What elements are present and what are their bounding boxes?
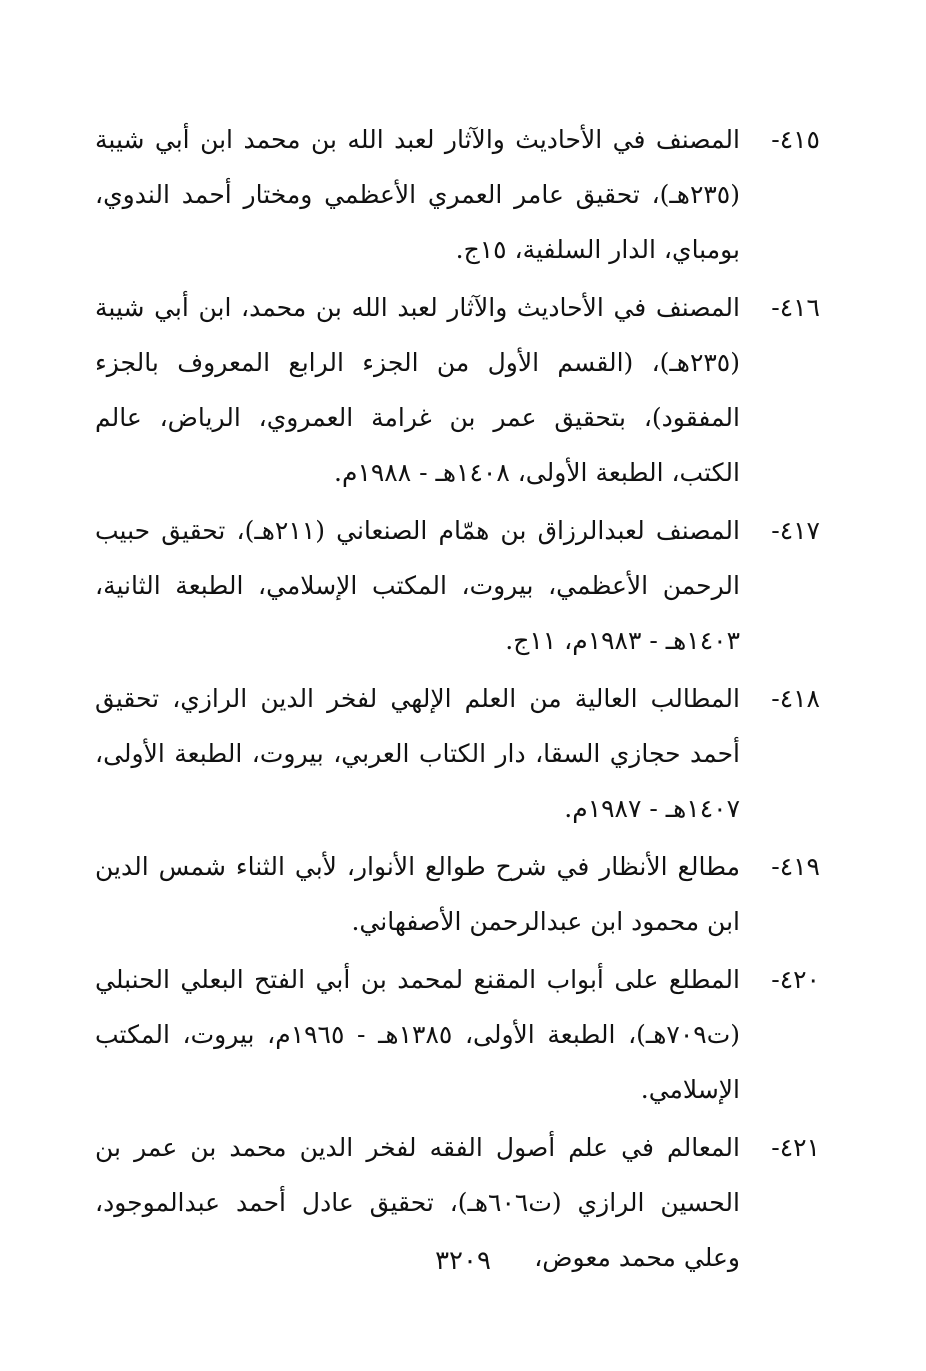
bibliography-entry xyxy=(95,839,820,949)
entry-text: المصنف في الأحاديث والآثار لعبد الله بن محمد، ابن أبي شيبة (٢٣٥هـ)، (القسم الأول من الجزء الرابع المعروف بالجزء المفقود)، بتحقيق عمر بن غرامة العمروي، الرياض، عالم الكتب، الطبعة الأولى، ١٤٠٨هـ - ١٩٨٨م. xyxy=(95,293,740,487)
entry-number: ٤١٨- xyxy=(771,684,820,713)
bibliography-list xyxy=(95,112,820,1288)
entry-text: مطالع الأنظار في شرح طوالع الأنوار، لأبي الثناء شمس الدين ابن محمود ابن عبدالرحمن الأصفهاني. xyxy=(95,852,740,936)
entry-number: ٤١٧- xyxy=(771,516,820,545)
entry-text: المطلع على أبواب المقنع لمحمد بن أبي الفتح البعلي الحنبلي (ت٧٠٩هـ)، الطبعة الأولى، ١٣٨٥هـ - ١٩٦٥م، بيروت، المكتب الإسلامي. xyxy=(95,965,740,1104)
entry-number: ٤١٩- xyxy=(771,852,820,881)
entry-number: ٤١٥- xyxy=(771,125,820,154)
bibliography-entry xyxy=(95,952,820,1117)
entry-text: المطالب العالية من العلم الإلهي لفخر الدين الرازي، تحقيق أحمد حجازي السقا، دار الكتاب العربي، بيروت، الطبعة الأولى، ١٤٠٧هـ - ١٩٨٧م. xyxy=(95,684,740,823)
bibliography-entry xyxy=(95,503,820,668)
bibliography-entry xyxy=(95,112,820,277)
bibliography-entry xyxy=(95,280,820,500)
entry-number: ٤٢٠- xyxy=(771,965,820,994)
entry-text: المعالم في علم أصول الفقه لفخر الدين محمد بن عمر بن الحسين الرازي (ت٦٠٦هـ)، تحقيق عادل أحمد عبدالموجود، وعلي محمد معوض، xyxy=(95,1133,740,1272)
entry-text: المصنف لعبدالرزاق بن همّام الصنعاني (٢١١هـ)، تحقيق حبيب الرحمن الأعظمي، بيروت، المكتب الإسلامي، الطبعة الثانية، ١٤٠٣هـ - ١٩٨٣م، ١١ج. xyxy=(95,516,740,655)
entry-text: المصنف في الأحاديث والآثار لعبد الله بن محمد ابن أبي شيبة (٢٣٥هـ)، تحقيق عامر العمري الأعظمي ومختار أحمد الندوي، بومباي، الدار السلفية، ١٥ج. xyxy=(95,125,740,264)
page-number: ٣٢٠٩ xyxy=(435,1246,491,1276)
entry-number: ٤١٦- xyxy=(771,293,820,322)
entry-number: ٤٢١- xyxy=(771,1133,820,1162)
bibliography-entry xyxy=(95,671,820,836)
